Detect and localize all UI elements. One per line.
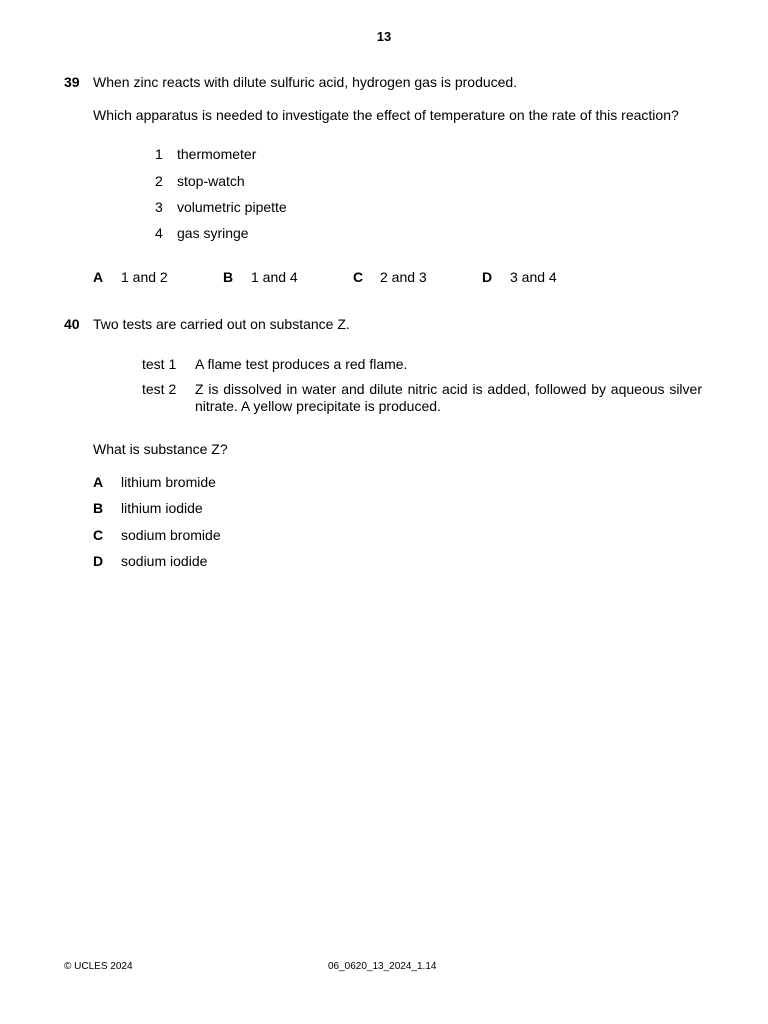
q39-item-number: 3	[155, 199, 163, 215]
q40-option-letter: D	[93, 553, 104, 569]
q39-option-letter: A	[93, 269, 104, 285]
question-39-number: 39	[64, 74, 80, 90]
q39-option-text: 3 and 4	[510, 269, 557, 285]
q40-test-label: test 2	[142, 381, 177, 397]
question-39-intro: When zinc reacts with dilute sulfuric acid, hydrogen gas is produced.	[93, 74, 518, 90]
page-number: 13	[376, 29, 392, 44]
q39-option-text: 2 and 3	[380, 269, 427, 285]
q39-item-number: 1	[155, 146, 163, 162]
q39-option-text: 1 and 2	[121, 269, 168, 285]
q40-option-letter: C	[93, 527, 104, 543]
question-40-prompt: What is substance Z?	[93, 441, 228, 457]
q39-option-letter: C	[353, 269, 364, 285]
question-40-intro: Two tests are carried out on substance Z.	[93, 316, 350, 332]
q40-option-text: sodium iodide	[121, 553, 208, 569]
q40-option-text: lithium iodide	[121, 500, 203, 516]
q40-test-text: A flame test produces a red flame.	[195, 356, 408, 372]
q39-item-text: thermometer	[177, 146, 257, 162]
q39-item-number: 4	[155, 225, 163, 241]
footer-copyright: © UCLES 2024	[64, 961, 133, 972]
q40-option-text: sodium bromide	[121, 527, 221, 543]
q40-option-letter: B	[93, 500, 104, 516]
q40-option-text: lithium bromide	[121, 474, 216, 490]
footer-document-code: 06_0620_13_2024_1.14	[328, 961, 437, 972]
q39-item-number: 2	[155, 173, 163, 189]
q40-option-letter: A	[93, 474, 104, 490]
q39-option-text: 1 and 4	[251, 269, 298, 285]
q39-option-letter: D	[482, 269, 493, 285]
q39-option-letter: B	[223, 269, 234, 285]
question-39-prompt: Which apparatus is needed to investigate the effect of temperature on the rate of this reaction?	[93, 107, 679, 123]
q39-item-text: gas syringe	[177, 225, 249, 241]
q39-item-text: stop-watch	[177, 173, 245, 189]
question-40-number: 40	[64, 316, 80, 332]
q40-test-text: Z is dissolved in water and dilute nitric acid is added, followed by aqueous silver nitrate. A yellow precipitate is produced.	[195, 381, 702, 414]
q39-item-text: volumetric pipette	[177, 199, 287, 215]
q40-test-label: test 1	[142, 356, 177, 372]
